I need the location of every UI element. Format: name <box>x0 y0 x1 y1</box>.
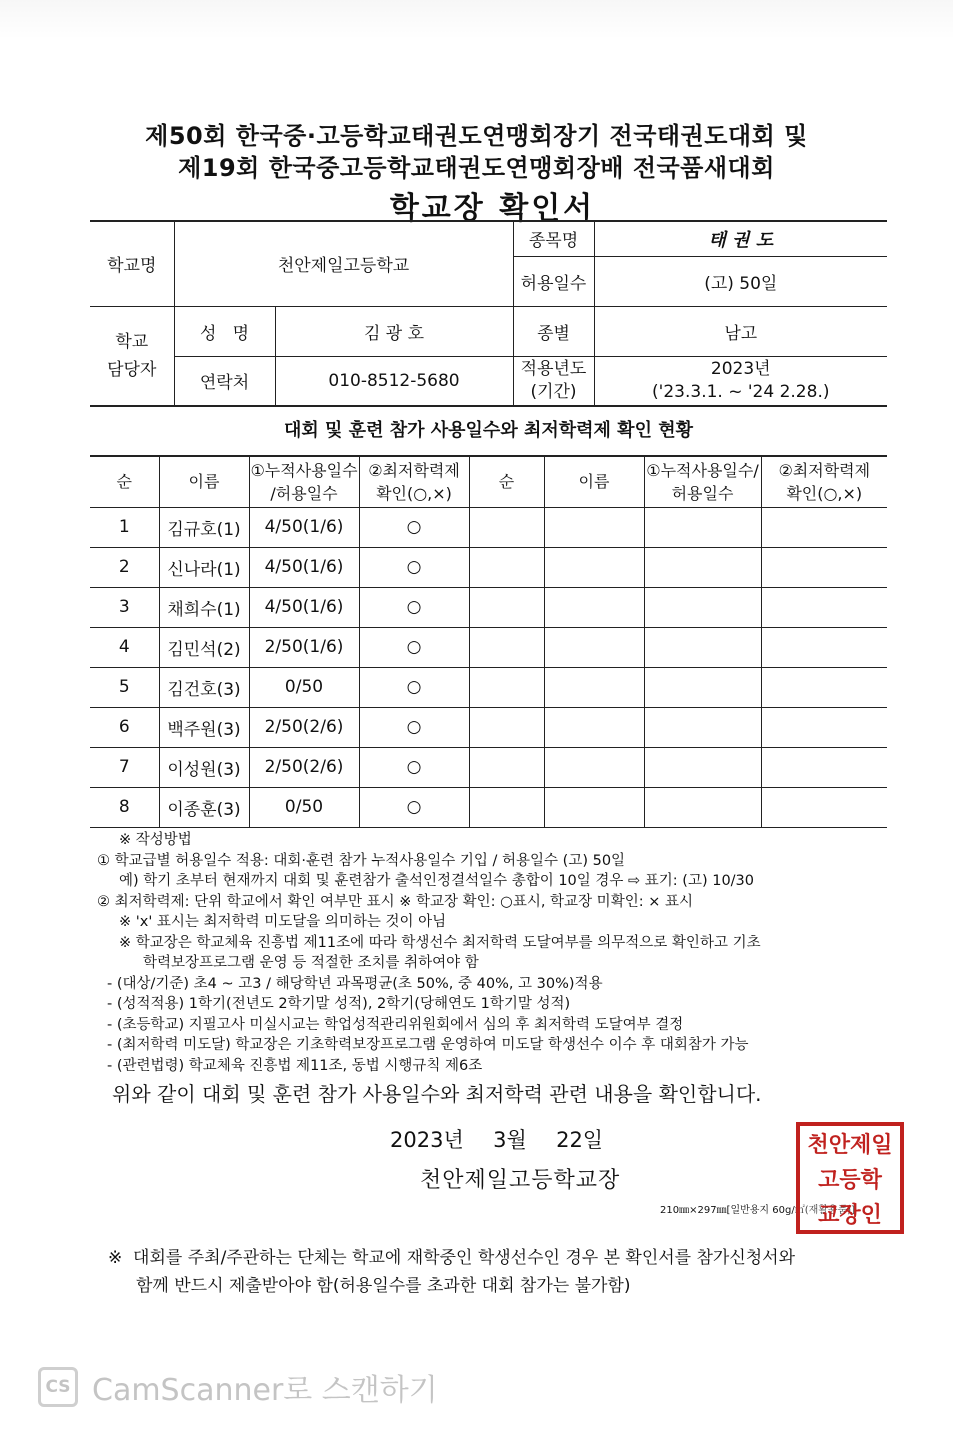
row-check: ○ <box>359 587 469 627</box>
info-table <box>90 220 887 407</box>
note-item: 예) 학기 초부터 현재까지 대회 및 훈련참가 출석인정결석일수 총합이 10일 경우 ⇨ 표기: (고) 10/30 <box>119 873 755 889</box>
table-row <box>90 587 887 627</box>
note-item: 학력보장프로그램 운영 등 적절한 조치를 취하여야 함 <box>143 955 479 971</box>
allowed-days-value: (고) 50일 <box>594 256 887 306</box>
header-check: ②최저학력제 확인(○,×) <box>359 456 469 507</box>
row-days: 2/50(1/6) <box>249 627 359 667</box>
note-item: - (최저학력 미도달) 학교장은 기초학력보장프로그램 운영하여 미도달 학생선수 이수 후 대회참가 가능 <box>107 1037 749 1053</box>
empty-cell <box>761 667 887 707</box>
row-days: 4/50(1/6) <box>249 507 359 547</box>
empty-cell <box>544 787 644 827</box>
empty-cell <box>544 627 644 667</box>
note-item: ② 최저학력제: 단위 학교에서 확인 여부만 표시 ※ 학교장 확인: ○표시, 학교장 미확인: × 표시 <box>97 893 693 910</box>
year-value: 2023년 <box>710 358 771 379</box>
event-value: 태 권 도 <box>594 221 887 256</box>
year-label: 적용년도 (기간) <box>513 356 594 406</box>
table-row <box>90 547 887 587</box>
table-row <box>90 707 887 747</box>
empty-cell <box>544 507 644 547</box>
allowed-days-label: 허용일수 <box>513 256 594 306</box>
empty-cell <box>761 627 887 667</box>
row-no: 7 <box>90 747 159 787</box>
paper-spec: 210㎜×297㎜[일반용지 60g/㎡(재활용품)] <box>660 1205 856 1216</box>
table-row <box>90 667 887 707</box>
contact-label: 연락처 <box>174 356 275 406</box>
name-label: 성 명 <box>174 306 275 356</box>
category-value: 남고 <box>594 306 887 356</box>
row-name: 김민석(2) <box>159 627 249 667</box>
note-heading: ※ 작성방법 <box>119 832 192 848</box>
empty-cell <box>469 627 544 667</box>
school-label: 학교명 <box>90 221 174 306</box>
row-no: 2 <box>90 547 159 587</box>
signer-title: 천안제일고등학교장 <box>420 1168 621 1193</box>
empty-cell <box>644 547 761 587</box>
empty-cell <box>469 547 544 587</box>
header-days-2: ①누적사용일수/ 허용일수 <box>644 456 761 507</box>
empty-cell <box>644 507 761 547</box>
empty-cell <box>544 707 644 747</box>
row-name: 김규호(1) <box>159 507 249 547</box>
row-days: 0/50 <box>249 787 359 827</box>
note-item: - (성적적용) 1학기(전년도 2학기말 성적), 2학기(당해연도 1학기말 성적) <box>107 996 571 1012</box>
participants-table <box>90 455 887 828</box>
confirmation-statement: 위와 같이 대회 및 훈련 참가 사용일수와 최저학력 관련 내용을 확인합니다. <box>112 1082 762 1106</box>
empty-cell <box>761 587 887 627</box>
footer-line-2: 함께 반드시 제출받아야 함(허용일수를 초과한 대회 참가는 불가함) <box>136 1276 631 1296</box>
row-name: 백주원(3) <box>159 707 249 747</box>
header-days: ①누적사용일수 /허용일수 <box>249 456 359 507</box>
camscanner-watermark <box>38 1365 438 1409</box>
category-label: 종별 <box>513 306 594 356</box>
row-check: ○ <box>359 707 469 747</box>
empty-cell <box>544 587 644 627</box>
row-name: 채희수(1) <box>159 587 249 627</box>
row-name: 김건호(3) <box>159 667 249 707</box>
note-item: ※ 학교장은 학교체육 진흥법 제11조에 따라 학생선수 최저학력 도달여부를 의무적으로 확인하고 기초 <box>119 934 761 951</box>
instructions <box>97 830 897 1076</box>
empty-cell <box>644 787 761 827</box>
row-name: 이종훈(3) <box>159 787 249 827</box>
document-date: 2023년 3월 22일 <box>390 1128 604 1152</box>
row-no: 6 <box>90 707 159 747</box>
empty-cell <box>469 587 544 627</box>
manager-name: 김 광 호 <box>275 306 513 356</box>
seal-line-1: 천안제일 <box>807 1133 893 1158</box>
empty-cell <box>761 507 887 547</box>
manager-label: 학교 담당자 <box>90 306 174 406</box>
year-cell <box>594 356 887 406</box>
title-line-1: 제50회 한국중·고등학교태권도연맹회장기 전국태권도대회 및 <box>145 122 808 150</box>
row-check: ○ <box>359 627 469 667</box>
empty-cell <box>761 547 887 587</box>
note-item: ① 학교급별 허용일수 적용: 대회·훈련 참가 누적사용일수 기입 / 허용일수 (고) 50일 <box>97 852 626 869</box>
footer-line-1: ※ 대회를 주최/주관하는 단체는 학교에 재학중인 학생선수인 경우 본 확인서를 참가신청서와 <box>108 1248 796 1268</box>
header-name: 이름 <box>159 456 249 507</box>
row-name: 이성원(3) <box>159 747 249 787</box>
event-label: 종목명 <box>513 221 594 256</box>
row-name: 신나라(1) <box>159 547 249 587</box>
footer-note <box>108 1244 795 1300</box>
scan-shadow <box>0 0 953 40</box>
row-no: 3 <box>90 587 159 627</box>
camscanner-logo-icon: CS <box>38 1367 78 1407</box>
empty-cell <box>644 627 761 667</box>
empty-cell <box>469 667 544 707</box>
row-no: 4 <box>90 627 159 667</box>
camscanner-text: CamScanner로 스캔하기 <box>92 1373 438 1408</box>
header-name-2: 이름 <box>544 456 644 507</box>
header-check-2: ②최저학력제 확인(○,×) <box>761 456 887 507</box>
table-row <box>90 747 887 787</box>
row-days: 0/50 <box>249 667 359 707</box>
table-row <box>90 787 887 827</box>
empty-cell <box>544 667 644 707</box>
empty-cell <box>544 547 644 587</box>
row-days: 2/50(2/6) <box>249 707 359 747</box>
table-row <box>90 507 887 547</box>
period-value: ('23.3.1. ~ '24 2.28.) <box>652 381 830 402</box>
empty-cell <box>469 507 544 547</box>
empty-cell <box>644 667 761 707</box>
empty-cell <box>644 587 761 627</box>
section-title: 대회 및 훈련 참가 사용일수와 최저학력제 확인 현황 <box>283 420 693 441</box>
row-days: 4/50(1/6) <box>249 547 359 587</box>
row-no: 5 <box>90 667 159 707</box>
seal-line-3: 교장인 <box>818 1203 882 1228</box>
contact-value: 010-8512-5680 <box>275 356 513 406</box>
empty-cell <box>761 707 887 747</box>
school-name: 천안제일고등학교 <box>174 221 513 306</box>
row-days: 4/50(1/6) <box>249 587 359 627</box>
table-header-row <box>90 456 887 507</box>
empty-cell <box>469 707 544 747</box>
row-check: ○ <box>359 667 469 707</box>
header-no-2: 순 <box>469 456 544 507</box>
row-check: ○ <box>359 747 469 787</box>
empty-cell <box>761 787 887 827</box>
official-seal <box>796 1122 904 1234</box>
empty-cell <box>469 787 544 827</box>
header-no: 순 <box>90 456 159 507</box>
table-row <box>90 627 887 667</box>
note-item: - (대상/기준) 초4 ~ 고3 / 해당학년 과목평균(초 50%, 중 40%, 고 30%)적용 <box>107 975 603 992</box>
row-check: ○ <box>359 547 469 587</box>
note-item: - (관련법령) 학교체육 진흥법 제11조, 동법 시행규칙 제6조 <box>107 1057 483 1074</box>
row-no: 1 <box>90 507 159 547</box>
empty-cell <box>644 747 761 787</box>
note-item: ※ 'x' 표시는 최저학력 미도달을 의미하는 것이 아님 <box>119 914 447 930</box>
empty-cell <box>469 747 544 787</box>
row-check: ○ <box>359 507 469 547</box>
empty-cell <box>544 747 644 787</box>
title-line-2: 제19회 한국중고등학교태권도연맹회장배 전국품새대회 <box>178 154 775 182</box>
document-title: 학교장 확인서 <box>389 191 596 226</box>
seal-line-2: 고등학 <box>818 1168 882 1193</box>
row-days: 2/50(2/6) <box>249 747 359 787</box>
empty-cell <box>761 747 887 787</box>
empty-cell <box>644 707 761 747</box>
row-no: 8 <box>90 787 159 827</box>
row-check: ○ <box>359 787 469 827</box>
note-item: - (초등학교) 지필고사 미실시교는 학업성적관리위원회에서 심의 후 최저학력 도달여부 결정 <box>107 1016 684 1033</box>
